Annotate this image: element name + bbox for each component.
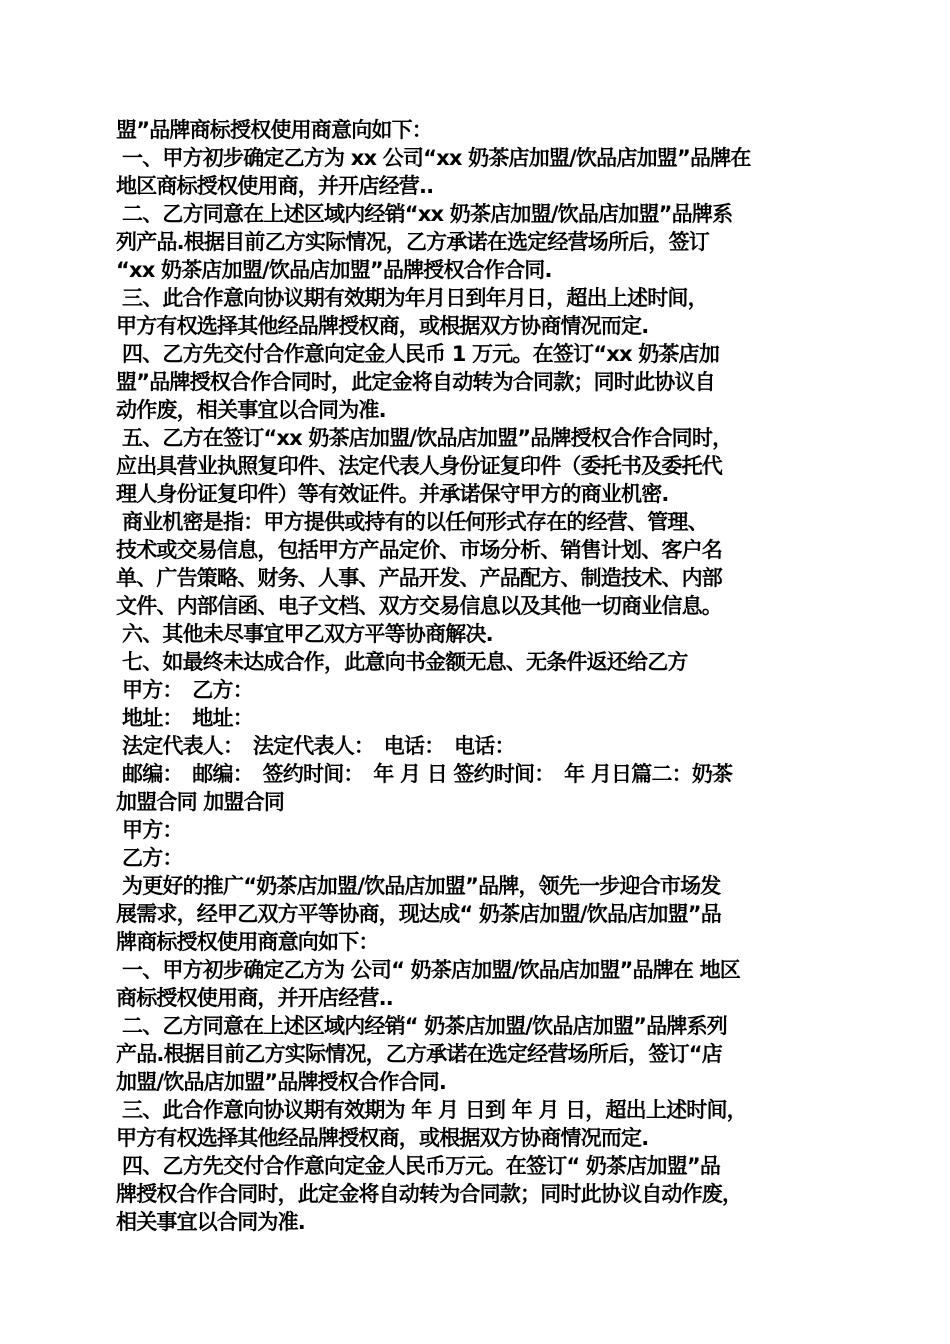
text-line: 地区商标授权使用商，并开店经营.. [116, 174, 434, 198]
text-line: 牌授权合作合同时，此定金将自动转为合同款；同时此协议自动作废， [116, 1182, 743, 1206]
text-line: 四、乙方先交付合作意向定金人民币 1 万元。在签订“xx 奶茶店加 [122, 342, 720, 366]
text-line: 理人身份证复印件）等有效证件。并承诺保守甲方的商业机密. [116, 482, 669, 506]
text-line: 应出具营业执照复印件、法定代表人身份证复印件（委托书及委托代 [116, 454, 722, 478]
text-line: 商业机密是指：甲方提供或持有的以任何形式存在的经营、管理、 [122, 510, 708, 534]
text-line: 一、甲方初步确定乙方为 公司“ 奶茶店加盟/饮品店加盟”品牌在 地区 [122, 958, 741, 982]
text-line: 法定代表人： 法定代表人： 电话： 电话： [122, 734, 515, 758]
text-line: 五、乙方在签订“xx 奶茶店加盟/饮品店加盟”品牌授权合作合同时， [122, 426, 733, 450]
text-line: 甲方： [122, 818, 183, 842]
text-line: 四、乙方先交付合作意向定金人民币万元。在签订“ 奶茶店加盟”品 [122, 1154, 721, 1178]
text-line: 相关事宜以合同为准. [116, 1210, 305, 1234]
text-line: 技术或交易信息，包括甲方产品定价、市场分析、销售计划、客户名 [116, 538, 722, 562]
text-line: 乙方： [122, 846, 183, 870]
text-line: 加盟合同 加盟合同 [116, 790, 285, 814]
text-line: 列产品.根据目前乙方实际情况，乙方承诺在选定经营场所后，签订 [116, 230, 709, 254]
text-line: 二、乙方同意在上述区域内经销“ 奶茶店加盟/饮品店加盟”品牌系列 [122, 1014, 727, 1038]
text-line: 展需求，经甲乙双方平等协商，现达成“ 奶茶店加盟/饮品店加盟”品 [116, 902, 721, 926]
text-line: 动作废，相关事宜以合同为准. [116, 398, 386, 422]
text-line: 一、甲方初步确定乙方为 xx 公司“xx 奶茶店加盟/饮品店加盟”品牌在 [122, 146, 751, 170]
text-line: 甲方： 乙方： [122, 678, 253, 702]
text-line: 盟”品牌商标授权使用商意向如下： [116, 118, 433, 142]
text-line: 二、乙方同意在上述区域内经销“xx 奶茶店加盟/饮品店加盟”品牌系 [122, 202, 733, 226]
text-line: 甲方有权选择其他经品牌授权商，或根据双方协商情况而定. [116, 1126, 649, 1150]
text-line: 七、如最终未达成合作，此意向书金额无息、无条件返还给乙方 [122, 650, 688, 674]
text-line: 单、广告策略、财务、人事、产品开发、产品配方、制造技术、内部 [116, 566, 722, 590]
text-line: 为更好的推广“奶茶店加盟/饮品店加盟”品牌，领先一步迎合市场发 [122, 874, 721, 898]
text-line: 六、其他未尽事宜甲乙双方平等协商解决. [122, 622, 493, 646]
text-line: 地址： 地址： [122, 706, 253, 730]
text-line: 盟”品牌授权合作合同时，此定金将自动转为合同款；同时此协议自 [116, 370, 715, 394]
text-line: 邮编： 邮编： 签约时间： 年 月 日 签约时间： 年 月日篇二：奶茶 [122, 762, 733, 786]
text-line: “xx 奶茶店加盟/饮品店加盟”品牌授权合作合同. [116, 258, 552, 282]
text-line: 产品.根据目前乙方实际情况，乙方承诺在选定经营场所后，签订“店 [116, 1042, 722, 1066]
text-line: 商标授权使用商，并开店经营.. [116, 986, 393, 1010]
text-line: 牌商标授权使用商意向如下： [116, 930, 379, 954]
text-line: 三、此合作意向协议期有效期为年月日到年月日，超出上述时间， [122, 286, 708, 310]
text-line: 三、此合作意向协议期有效期为 年 月 日到 年 月 日，超出上述时间， [122, 1098, 747, 1122]
text-line: 加盟/饮品店加盟”品牌授权合作合同. [116, 1070, 447, 1094]
text-line: 文件、内部信函、电子文档、双方交易信息以及其他一切商业信息。 [116, 594, 722, 618]
text-line: 甲方有权选择其他经品牌授权商，或根据双方协商情况而定. [116, 314, 649, 338]
document-body [116, 116, 838, 1236]
